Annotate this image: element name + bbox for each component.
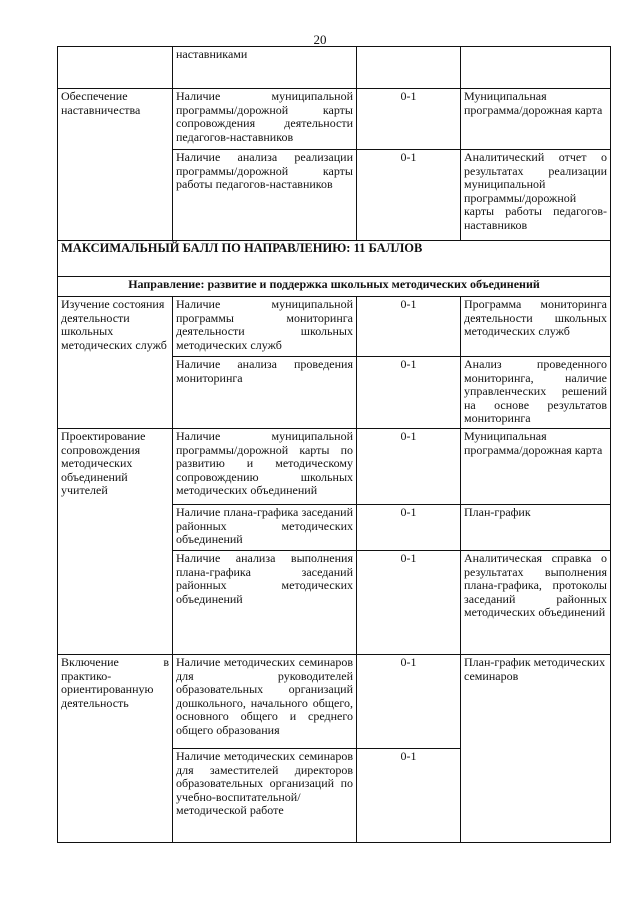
page-number: 20 — [313, 32, 327, 47]
criterion-cell — [58, 47, 173, 89]
indicator-cell: Наличие муниципальной программы/дорожной карты по развитию и методическому сопровождению школьных методических объединений — [173, 429, 357, 505]
table-row — [58, 429, 611, 505]
score-cell: 0-1 — [357, 357, 461, 429]
direction-heading: Направление: развитие и поддержка школьных методических объединений — [58, 277, 611, 297]
score-cell: 0-1 — [357, 551, 461, 655]
evidence-cell: Аналитический отчет о результатах реализации муниципальной программы/дорожной карты работы педагогов-наставников — [461, 150, 611, 241]
criterion-cell: Включение в практико-ориентированную деятельность — [58, 655, 173, 843]
indicator-cell: Наличие муниципальной программы мониторинга деятельности школьных методических служб — [173, 297, 357, 357]
evidence-cell: Анализ проведенного мониторинга, наличие управленческих решений на основе результатов мониторинга — [461, 357, 611, 429]
criterion-cell: Обеспечение наставничества — [58, 89, 173, 241]
evidence-cell: Аналитическая справка о результатах выполнения плана-графика, протоколы заседаний районных методических объединений — [461, 551, 611, 655]
evidence-cell: Муниципальная программа/дорожная карта — [461, 89, 611, 150]
score-cell: 0-1 — [357, 505, 461, 551]
score-cell: 0-1 — [357, 655, 461, 749]
indicator-cell: Наличие методических семинаров для заместителей директоров образовательных организаций по учебно-воспитательной/методической работе — [173, 749, 357, 843]
score-cell: 0-1 — [357, 749, 461, 843]
table-row — [58, 47, 611, 89]
indicator-cell: Наличие плана-графика заседаний районных методических объединений — [173, 505, 357, 551]
table-row — [58, 89, 611, 150]
direction-row — [58, 277, 611, 297]
indicator-cell: наставниками — [173, 47, 357, 89]
table-row — [58, 655, 611, 749]
table-row — [58, 297, 611, 357]
indicator-cell: Наличие методических семинаров для руководителей образовательных организаций дошкольного, начального общего, основного общего и среднего общего образования — [173, 655, 357, 749]
score-cell: 0-1 — [357, 150, 461, 241]
indicator-cell: Наличие анализа проведения мониторинга — [173, 357, 357, 429]
criterion-cell: Изучение состояния деятельности школьных методических служб — [58, 297, 173, 429]
max-score-summary: МАКСИМАЛЬНЫЙ БАЛЛ ПО НАПРАВЛЕНИЮ: 11 БАЛЛОВ — [58, 241, 611, 277]
evidence-cell: Муниципальная программа/дорожная карта — [461, 429, 611, 505]
score-cell: 0-1 — [357, 89, 461, 150]
indicator-cell: Наличие анализа реализации программы/дорожной карты работы педагогов-наставников — [173, 150, 357, 241]
criteria-table — [57, 46, 611, 843]
score-cell: 0-1 — [357, 297, 461, 357]
indicator-cell: Наличие муниципальной программы/дорожной карты сопровождения деятельности педагогов-наставников — [173, 89, 357, 150]
indicator-cell: Наличие анализа выполнения плана-графика заседаний районных методических объединений — [173, 551, 357, 655]
evidence-cell — [461, 47, 611, 89]
evidence-cell: План-график — [461, 505, 611, 551]
criterion-cell: Проектирование сопровождения методических объединений учителей — [58, 429, 173, 655]
score-cell: 0-1 — [357, 429, 461, 505]
summary-row — [58, 241, 611, 277]
evidence-cell: Программа мониторинга деятельности школьных методических служб — [461, 297, 611, 357]
evidence-cell: План-график методических семинаров — [461, 655, 611, 843]
score-cell — [357, 47, 461, 89]
